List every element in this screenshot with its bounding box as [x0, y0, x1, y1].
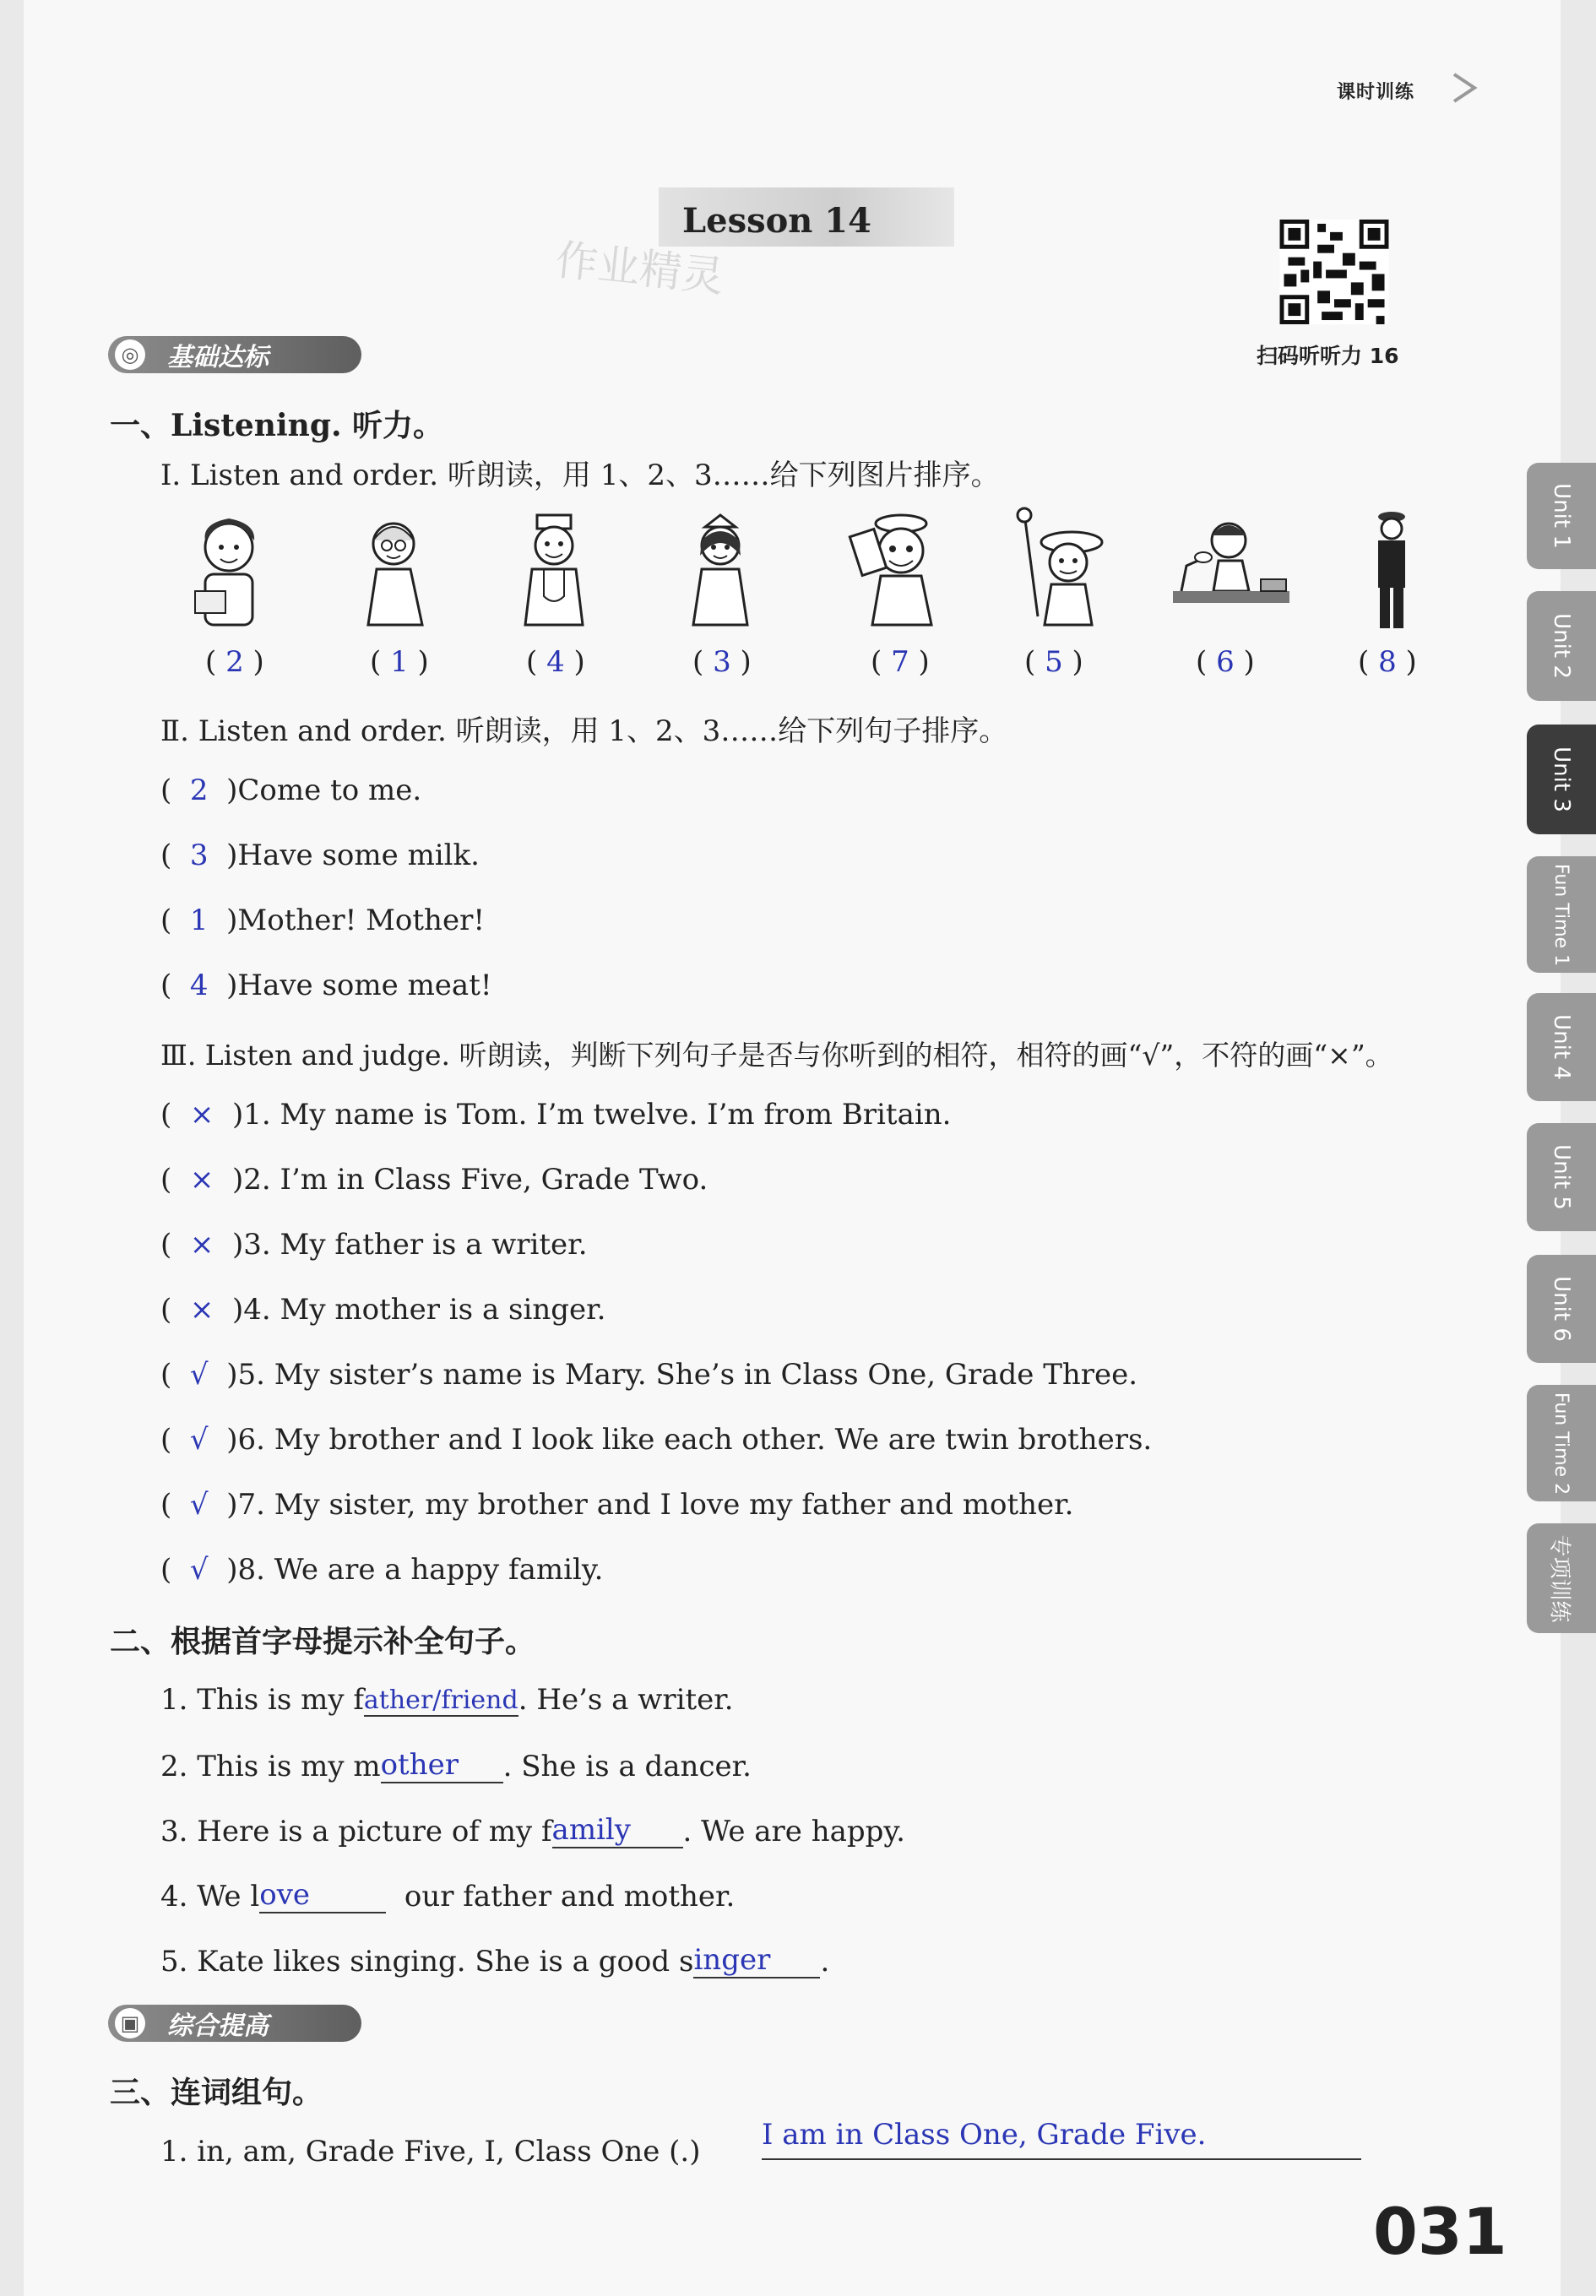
fill-answer-blank[interactable]: amily	[552, 1813, 683, 1848]
picture-answer[interactable]: 3	[713, 645, 731, 679]
policeman-icon	[1358, 507, 1425, 633]
fill-item	[160, 1683, 734, 1717]
judge-item: ( √ )5. My sister’s name is Mary. She’s in Class One, Grade Three.	[160, 1358, 1138, 1392]
order-answer[interactable]: 2	[189, 773, 209, 807]
fill-item	[160, 1813, 905, 1848]
order-sentence: )Come to me.	[226, 773, 422, 807]
lesson-title: Lesson 14	[682, 201, 871, 241]
judge-item: ( √ )6. My brother and I look like each other. We are twin brothers.	[160, 1423, 1153, 1457]
section-1-title: 一、Listening. 听力。	[110, 408, 444, 443]
fill-item	[160, 1748, 752, 1783]
judge-answer[interactable]: ×	[189, 1098, 214, 1132]
fill-suffix: . We are happy.	[682, 1815, 905, 1848]
order-answer[interactable]: 3	[189, 839, 209, 872]
judge-answer[interactable]: ×	[189, 1293, 214, 1327]
fill-prefix: 2. This is my m	[160, 1750, 381, 1783]
order-answer[interactable]: 4	[189, 969, 209, 1002]
part-1-instruction: Ⅰ. Listen and order. 听朗读，用 1、2、3……给下列图片排序。	[160, 459, 1000, 492]
boy-at-desk-icon	[1168, 507, 1295, 633]
chevron-right-icon	[1451, 73, 1478, 103]
banner-label: 基础达标	[167, 343, 269, 372]
order-item: ( 1 )Mother! Mother!	[160, 904, 485, 937]
picture-answer[interactable]: 7	[891, 645, 909, 679]
judge-sentence: )8. We are a happy family.	[226, 1553, 604, 1587]
picture-answer[interactable]: 5	[1045, 645, 1063, 679]
picture-answer[interactable]: 6	[1216, 645, 1235, 679]
order-sentence: )Have some milk.	[226, 839, 480, 872]
part-3-instruction: Ⅲ. Listen and judge. 听朗读，判断下列句子是否与你听到的相符，相符的画“√”，不符的画“×”。	[160, 1039, 1393, 1072]
judge-sentence: )6. My brother and I look like each other. We are twin brothers.	[226, 1423, 1153, 1457]
tab-unit-3[interactable]	[1527, 725, 1596, 834]
girl-reading-icon	[180, 507, 281, 633]
judge-item: ( √ )7. My sister, my brother and I love my father and mother.	[160, 1488, 1074, 1522]
picture-answer[interactable]: 2	[225, 645, 244, 679]
judge-sentence: )2. I’m in Class Five, Grade Two.	[232, 1163, 708, 1197]
tab-fun-time-1[interactable]	[1527, 856, 1596, 973]
section-3-title: 三、连词组句。	[110, 2075, 323, 2110]
tab-label: Unit 2	[1548, 613, 1574, 679]
judge-sentence: )1. My name is Tom. I’m twelve. I’m from Britain.	[232, 1098, 952, 1132]
fill-answer-blank[interactable]: ather/friend	[363, 1685, 518, 1715]
order-item: ( 3 )Have some milk.	[160, 839, 480, 872]
nurse-icon	[670, 507, 771, 633]
judge-answer[interactable]: ×	[189, 1163, 214, 1197]
tab-label: Unit 3	[1548, 746, 1574, 812]
banner-label: 综合提高	[167, 2011, 269, 2041]
workbook-page: 课时训练 Lesson 14 作业精灵 扫码听听力 16 ◎ 基础达标 一、Listening. 听力。 Ⅰ. Listen and order. 听朗读，用 1、2、3……给下列图片排序。 ( 2 ) ( 1 ) ( 4 ) ( 3 ) ( 7 ) ( 5 ) ( 6 ) ( 8 ) Ⅱ. Listen and order. 听朗读，用 1、2、3……给下列句子排序。 ( 2 )Come to me. ( 3 )Have some milk. ( 1 )Mother! Mother! ( 4 )Have some meat! Ⅲ. Listen and judge. 听朗读，判断下列句子是否与你听到的相符，相符的画“√”，不符的画“×”。 ( × )1. My name is Tom. I’m twelve. I’m from Britain. ( × )2. I’m in Class Five, Grade Two. ( × )3. My father is a writer. ( × )4. My mother is a singer. ( √ )5. My sister’s name is Mary. She’s in Class One, Grade Three. ( √ )6. My brother and I look like each other. We are twin brothers. ( √ )7. My sister, my brother and I love my father and mother. ( √ )8. We are a happy family. 二、根据首字母提示补全句子。 1. This is my father/friend. He’s a writer. 2. This is my mother . She is a dancer. 3. Here is a picture of my family . We are happy. 4. We love our father and mother. 5. Kate likes singing. She is a good singer . ▣ 综合提高 三、连词组句。 1. in, am, Grade Five, I, Class One (.) I am in Class One, Grade Five. 031	[24, 0, 1561, 2296]
sentence-answer-line[interactable]: I am in Class One, Grade Five.	[762, 2118, 1361, 2160]
watermark: 作业精灵	[553, 235, 727, 302]
judge-answer[interactable]: √	[189, 1423, 209, 1457]
order-sentence: )Have some meat!	[226, 969, 492, 1002]
judge-sentence: )5. My sister’s name is Mary. She’s in Class One, Grade Three.	[226, 1358, 1138, 1392]
postman-icon	[847, 507, 948, 633]
page-number: 031	[1373, 2194, 1507, 2269]
fill-prefix: 5. Kate likes singing. She is a good s	[160, 1945, 694, 1978]
picture-answer[interactable]: 4	[546, 645, 565, 679]
tab-unit-1[interactable]	[1527, 463, 1596, 569]
sentence-prompt: 1. in, am, Grade Five, I, Class One (.)	[160, 2135, 701, 2168]
tab-fun-time-2[interactable]	[1527, 1385, 1596, 1501]
order-sentence: )Mother! Mother!	[226, 904, 485, 937]
tab-label: Unit 1	[1548, 483, 1574, 549]
target-icon: ◎	[115, 339, 145, 370]
judge-sentence: )4. My mother is a singer.	[232, 1293, 606, 1327]
order-item: ( 4 )Have some meat!	[160, 969, 492, 1002]
judge-answer[interactable]: √	[189, 1358, 209, 1392]
tab-label: Unit 4	[1548, 1014, 1574, 1080]
tab-unit-2[interactable]	[1527, 591, 1596, 701]
judge-answer[interactable]: √	[189, 1553, 209, 1587]
tab-special-training[interactable]	[1527, 1523, 1596, 1633]
fill-suffix: . He’s a writer.	[518, 1683, 734, 1717]
order-answer[interactable]: 1	[189, 904, 209, 937]
fill-prefix: 1. This is my f	[160, 1683, 364, 1717]
fill-suffix: our father and mother.	[404, 1880, 736, 1913]
fill-suffix: .	[820, 1945, 830, 1978]
judge-item: ( √ )8. We are a happy family.	[160, 1553, 604, 1587]
fill-item	[160, 1878, 735, 1913]
tab-label: Fun Time 2	[1550, 1392, 1572, 1495]
judge-item: ( × )2. I’m in Class Five, Grade Two.	[160, 1163, 708, 1197]
judge-sentence: )7. My sister, my brother and I love my father and mother.	[226, 1488, 1074, 1522]
section-banner-advanced	[108, 2005, 361, 2042]
fill-answer-blank[interactable]: inger	[693, 1943, 820, 1978]
tab-label: 专项训练	[1546, 1533, 1572, 1623]
judge-answer[interactable]: ×	[189, 1228, 214, 1262]
tab-label: Fun Time 1	[1550, 863, 1572, 966]
doctor-icon	[503, 507, 605, 633]
fill-suffix: . She is a dancer.	[502, 1750, 752, 1783]
fill-prefix: 3. Here is a picture of my f	[160, 1815, 552, 1848]
judge-answer[interactable]: √	[189, 1488, 209, 1522]
order-item: ( 2 )Come to me.	[160, 773, 422, 807]
tab-unit-6[interactable]	[1527, 1255, 1596, 1363]
tab-label: Unit 6	[1548, 1276, 1574, 1342]
part-2-instruction: Ⅱ. Listen and order. 听朗读，用 1、2、3……给下列句子排序。	[160, 714, 1008, 748]
judge-item: ( × )1. My name is Tom. I’m twelve. I’m from Britain.	[160, 1098, 952, 1132]
qr-caption: 扫码听听力 16	[1257, 344, 1399, 368]
picture-answer[interactable]: 1	[390, 645, 409, 679]
judge-item: ( × )4. My mother is a singer.	[160, 1293, 606, 1327]
fill-answer-blank[interactable]: ove	[259, 1878, 386, 1913]
grandma-icon	[343, 507, 444, 633]
fill-item	[160, 1943, 829, 1978]
picture-answer[interactable]: 8	[1378, 645, 1397, 679]
square-icon: ▣	[115, 2008, 145, 2038]
fill-prefix: 4. We l	[160, 1880, 260, 1913]
section-2-title: 二、根据首字母提示补全句子。	[110, 1624, 536, 1659]
section-banner-basic	[108, 336, 361, 373]
fill-answer-blank[interactable]: other	[381, 1748, 503, 1783]
qr-code-icon[interactable]	[1279, 220, 1389, 324]
child-with-flag-icon	[1007, 507, 1109, 633]
tab-label: Unit 5	[1548, 1144, 1574, 1210]
judge-item: ( × )3. My father is a writer.	[160, 1228, 588, 1262]
series-label: 课时训练	[1337, 82, 1415, 103]
tab-unit-4[interactable]	[1527, 993, 1596, 1101]
tab-unit-5[interactable]	[1527, 1123, 1596, 1231]
judge-sentence: )3. My father is a writer.	[232, 1228, 588, 1262]
